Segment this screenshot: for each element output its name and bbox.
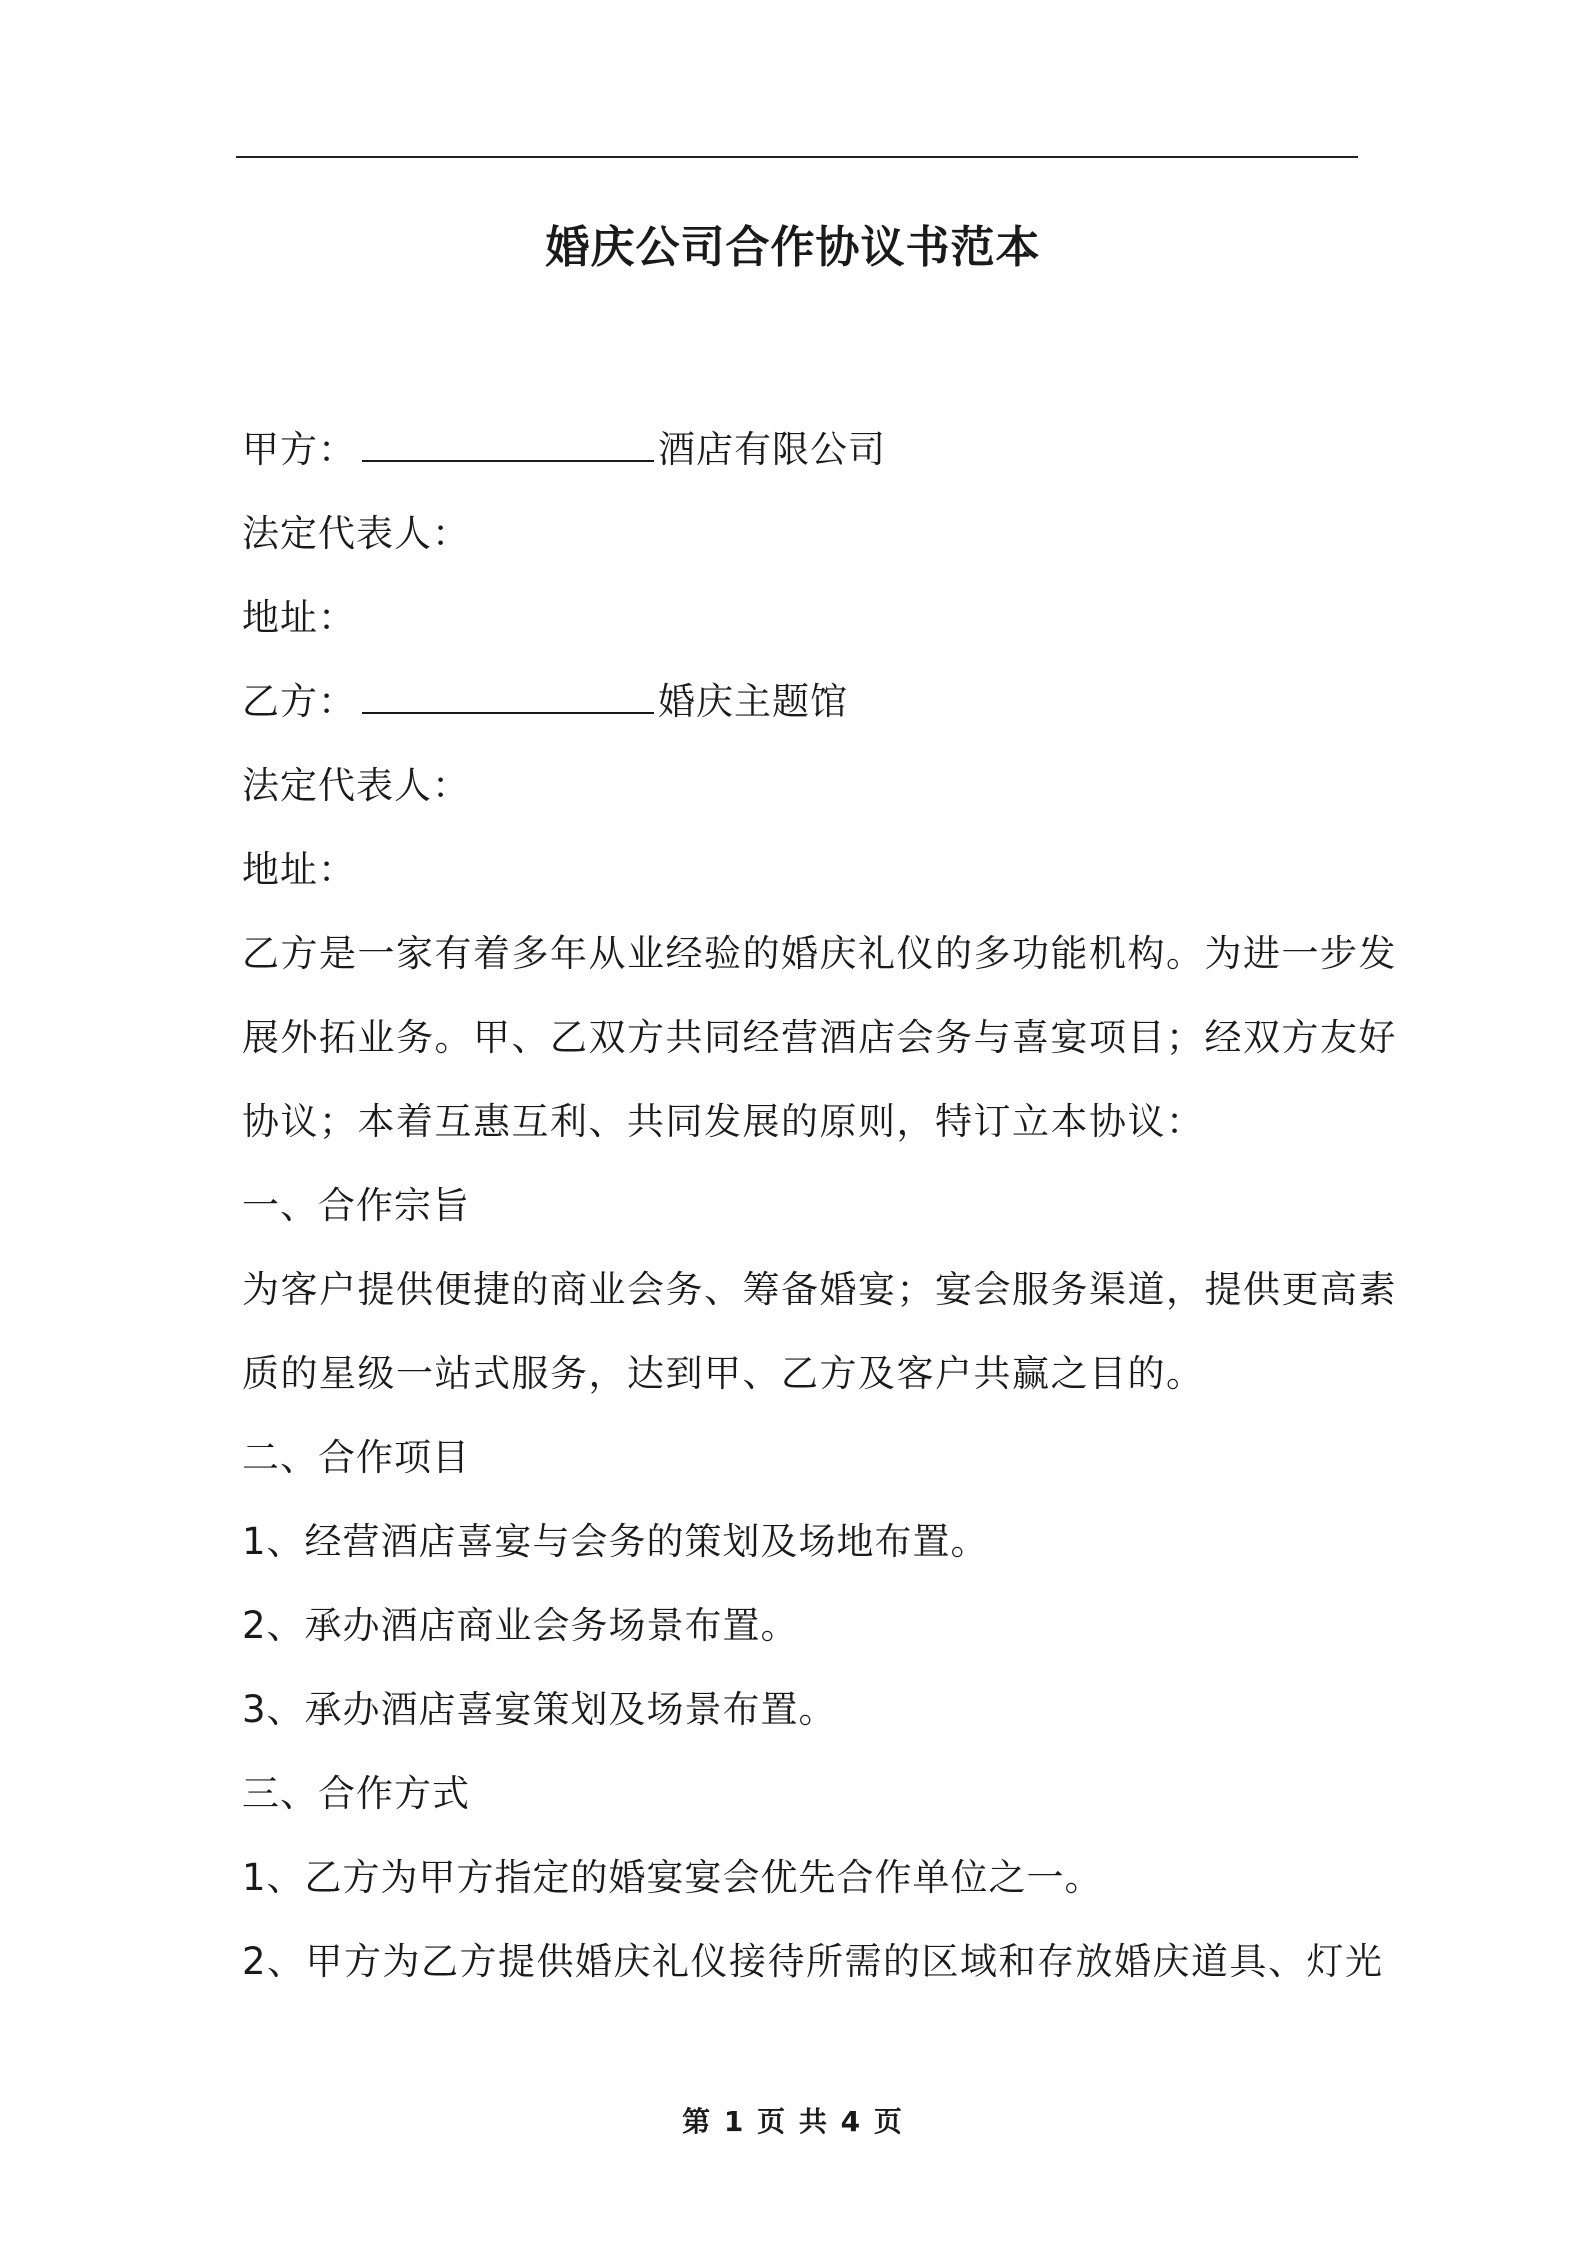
section3-item: 1、乙方为甲方指定的婚宴宴会优先合作单位之一。 (242, 1856, 1103, 1899)
party-b-address: 地址： (242, 848, 356, 891)
section2-item: 3、承办酒店喜宴策划及场景布置。 (242, 1688, 837, 1731)
party-a-address: 地址： (242, 596, 356, 639)
party-a-line (242, 408, 1358, 492)
section1-line: 质的星级一站式服务，达到甲、乙方及客户共赢之目的。 (242, 1352, 1205, 1395)
document-body (242, 408, 1397, 2004)
section-heading: 二、合作项目 (242, 1436, 470, 1479)
section2-item: 2、承办酒店商业会务场景布置。 (242, 1604, 799, 1647)
page-number: 第 1 页 共 4 页 (682, 2105, 904, 2138)
party-b-label: 乙方： (242, 680, 356, 723)
section1-line: 为客户提供便捷的商业会务、筹备婚宴；宴会服务渠道，提供更高素 (242, 1268, 1397, 1311)
party-a-rep: 法定代表人： (242, 512, 470, 555)
party-a-blank (362, 422, 654, 462)
intro-line: 乙方是一家有着多年从业经验的婚庆礼仪的多功能机构。为进一步发 (242, 932, 1397, 975)
party-b-line (242, 660, 1358, 744)
header-rule (236, 156, 1358, 158)
section-heading: 一、合作宗旨 (242, 1184, 470, 1227)
party-b-blank (362, 674, 654, 714)
section2-item: 1、经营酒店喜宴与会务的策划及场地布置。 (242, 1520, 989, 1563)
section3-item: 2、甲方为乙方提供婚庆礼仪接待所需的区域和存放婚庆道具、灯光 (242, 1940, 1384, 1983)
intro-line: 展外拓业务。甲、乙双方共同经营酒店会务与喜宴项目；经双方友好 (242, 1016, 1397, 1059)
party-b-name: 婚庆主题馆 (658, 680, 848, 723)
party-b-rep: 法定代表人： (242, 764, 470, 807)
document-title: 婚庆公司合作协议书范本 (545, 222, 1041, 273)
section-heading: 三、合作方式 (242, 1772, 470, 1815)
party-a-name: 酒店有限公司 (658, 428, 886, 471)
intro-line: 协议；本着互惠互利、共同发展的原则，特订立本协议： (242, 1100, 1205, 1143)
party-a-label: 甲方： (242, 428, 356, 471)
